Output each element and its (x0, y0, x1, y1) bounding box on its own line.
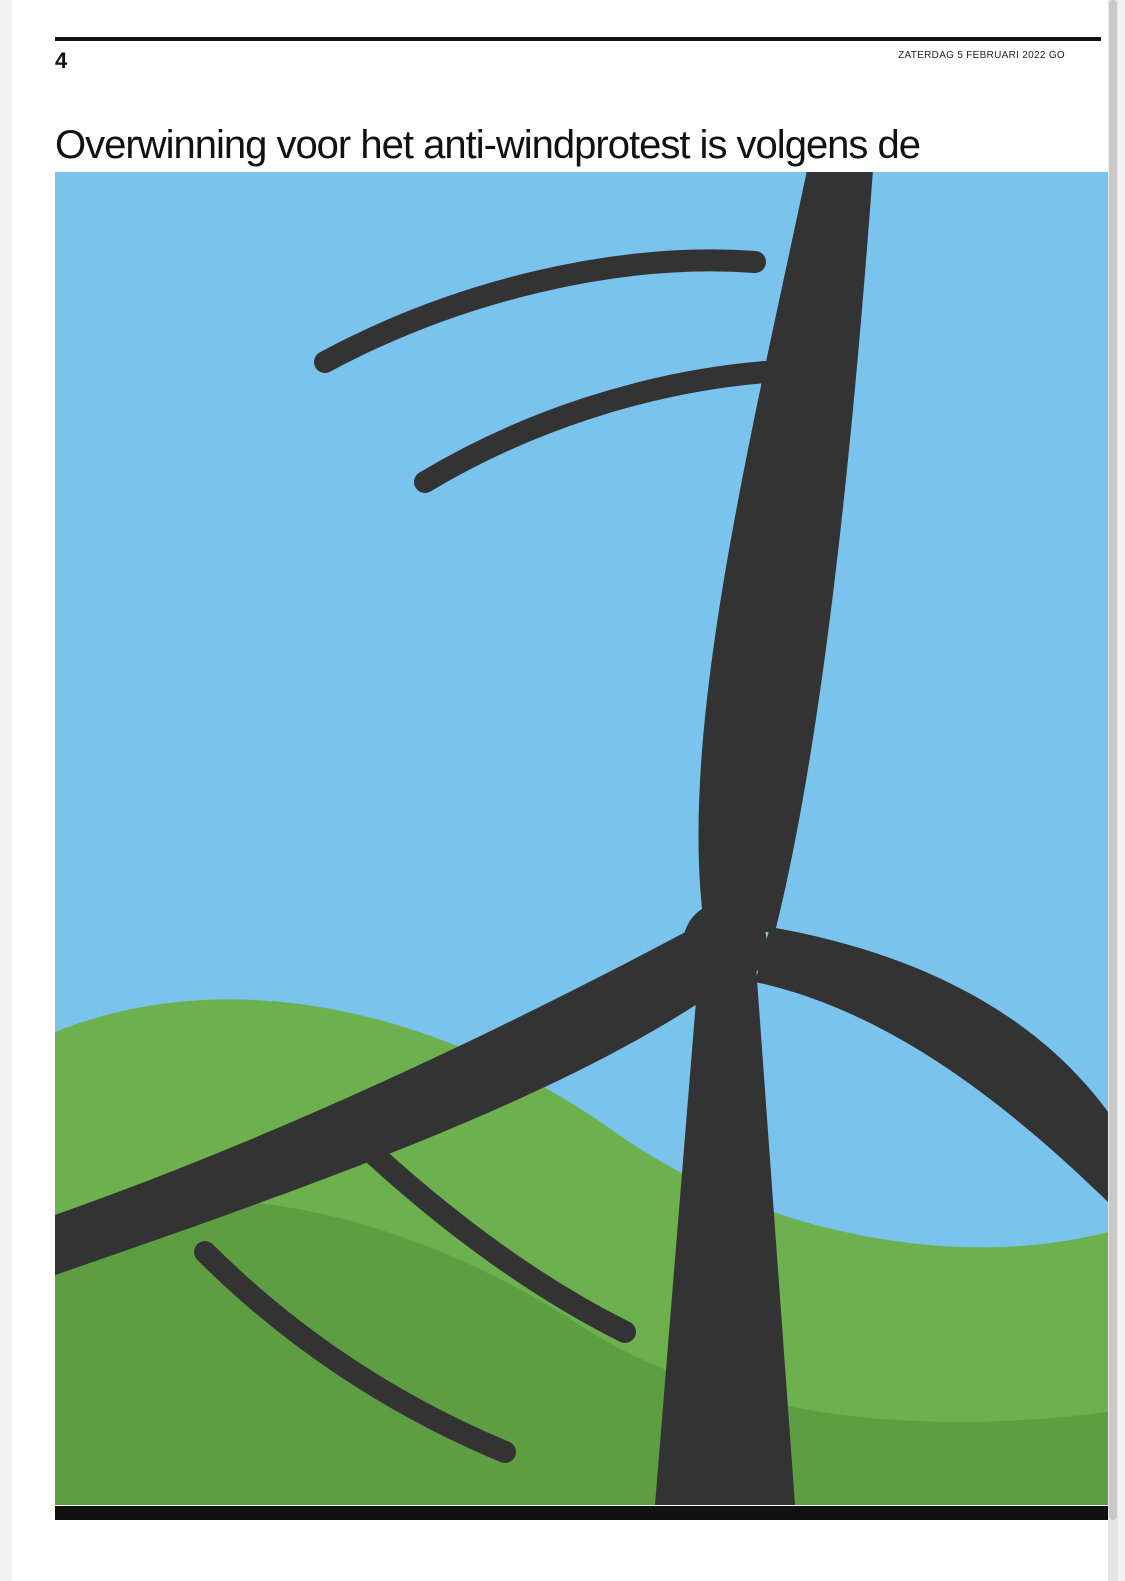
dateline: ZATERDAG 5 FEBRUARI 2022 GO (898, 50, 1065, 61)
bottom-rule (55, 1506, 1108, 1520)
page-number: 4 (55, 48, 68, 73)
headline: Overwinning voor het anti-windprotest is volgens de (55, 123, 921, 167)
article-illustration (55, 172, 1108, 1505)
turbine-hub (683, 902, 767, 986)
scrollbar-thumb[interactable] (1109, 0, 1117, 1520)
wind-turbine-illustration (55, 172, 1108, 1505)
top-rule (55, 37, 1101, 41)
